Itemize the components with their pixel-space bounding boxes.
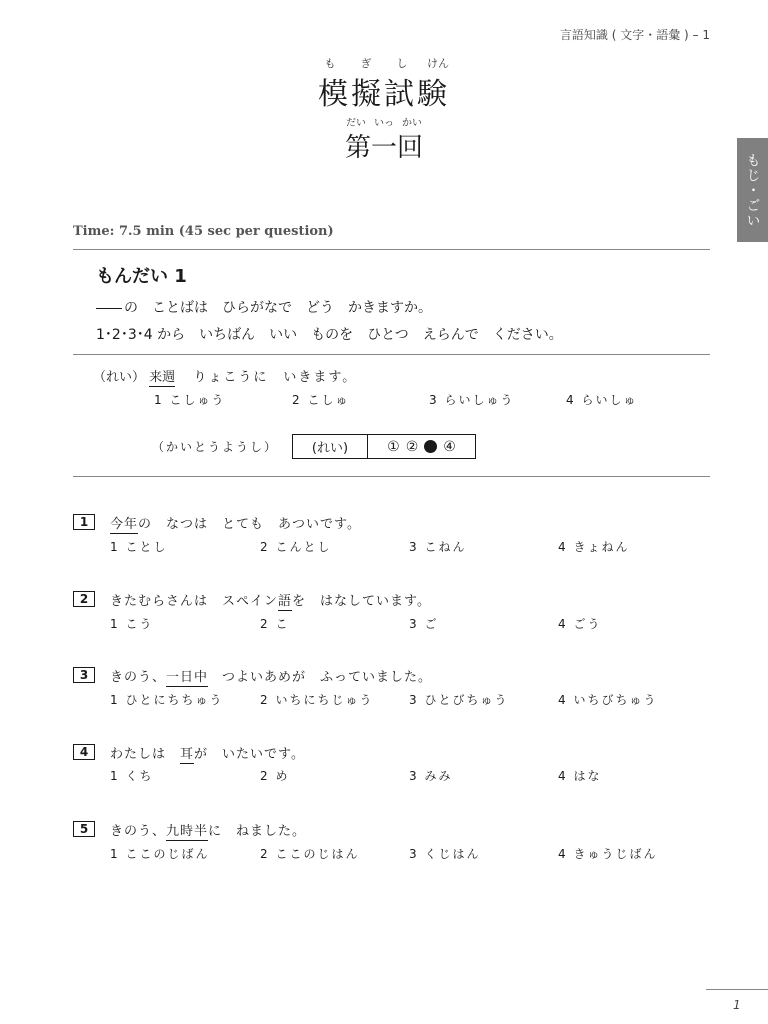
footer-divider [706, 989, 768, 990]
answer-mark-filled [424, 440, 437, 453]
example-answer-box [292, 434, 476, 459]
question-underlined-word: 今年 [110, 517, 139, 532]
question-number: 3 [73, 667, 95, 683]
answer-sheet-label: （かいとうようし） [152, 440, 279, 454]
blank-underline [96, 308, 122, 309]
question-option: 4 きゅうじばん [558, 847, 658, 861]
question-option: 2 こ [260, 617, 290, 631]
question-text-after: の なつは とても あついです。 [138, 517, 361, 532]
question-text-before: きのう、 [110, 824, 167, 839]
question-option: 3 くじはん [409, 847, 481, 861]
section-header-label: 言語知識 ( 文字・語彙 ) – 1 [559, 28, 710, 42]
instruction-text: の ことばは ひらがなで どう かきますか。 [124, 300, 432, 316]
example-option-3: 3 らいしゅう [429, 393, 515, 407]
answer-mark-2: ② [405, 438, 419, 455]
furigana: ぎ [360, 57, 372, 70]
question-option: 2 いちにちじゅう [260, 693, 374, 707]
question-underlined-word: 語 [278, 594, 293, 609]
question-option: 1 ことし [110, 540, 168, 554]
example-option-4: 4 らいしゅ [566, 393, 638, 407]
question-option: 2 ここのじはん [260, 847, 360, 861]
furigana: けん [427, 57, 449, 70]
instruction-line-1 [96, 297, 432, 317]
side-tab-moji-goi: もじ・ごい [737, 138, 768, 242]
page-subtitle: 第一回 [344, 133, 423, 163]
question-option: 3 みみ [409, 769, 453, 783]
question-text [110, 666, 432, 685]
question-text [110, 590, 431, 609]
furigana: いっ [374, 118, 394, 129]
example-underlined-word: 来週 [149, 370, 176, 385]
answer-marks [368, 435, 475, 458]
example-option-1: 1 こしゅう [154, 393, 226, 407]
question-number: 4 [73, 744, 95, 760]
question-text-before: わたしは [110, 747, 181, 762]
divider [73, 249, 710, 250]
question-option: 4 はな [558, 769, 602, 783]
question-option: 1 ここのじばん [110, 847, 210, 861]
question-text [110, 743, 305, 762]
furigana: も [324, 57, 336, 70]
question-option: 1 こう [110, 617, 154, 631]
example-question-text: りょこうに いきます。 [193, 370, 358, 385]
title-block [0, 52, 768, 113]
question-number: 1 [73, 514, 95, 530]
question-option: 4 ごう [558, 617, 602, 631]
answer-mark-4: ④ [443, 438, 456, 455]
furigana: だい [346, 118, 366, 129]
page-title: 模擬試験 [318, 77, 450, 112]
question-text-before: きのう、 [110, 670, 167, 685]
divider [73, 476, 710, 477]
question-option: 3 ひとびちゅう [409, 693, 509, 707]
question-option: 4 いちびちゅう [558, 693, 658, 707]
question-text [110, 513, 361, 532]
question-text-after: に ねました。 [208, 824, 307, 839]
example-option-2: 2 こしゅ [292, 393, 350, 407]
example-question [93, 366, 357, 385]
question-text-after: を はなしています。 [292, 594, 431, 609]
question-option: 1 くち [110, 769, 154, 783]
example-label: （れい） [93, 370, 146, 385]
answer-mark-1: ① [387, 438, 400, 455]
time-note: Time: 7.5 min (45 sec per question) [73, 224, 334, 239]
furigana: し [396, 57, 408, 70]
question-underlined-word: 九時半 [166, 824, 209, 839]
question-option: 4 きょねん [558, 540, 630, 554]
question-option: 2 め [260, 769, 290, 783]
question-text-before: きたむらさんは スペイン [110, 594, 279, 609]
question-number: 5 [73, 821, 95, 837]
instruction-line-2: 1･2･3･4 から いちばん いい ものを ひとつ えらんで ください。 [96, 327, 563, 343]
answer-box-label: (れい) [293, 435, 368, 458]
question-option: 1 ひとにちちゅう [110, 693, 224, 707]
question-number: 2 [73, 591, 95, 607]
divider [73, 354, 710, 355]
question-underlined-word: 耳 [180, 747, 195, 762]
question-text [110, 820, 306, 839]
question-option: 2 こんとし [260, 540, 332, 554]
question-underlined-word: 一日中 [166, 670, 209, 685]
furigana: かい [402, 118, 422, 129]
subtitle-block [0, 114, 768, 164]
question-option: 3 こねん [409, 540, 467, 554]
mondai-heading: もんだい 1 [96, 266, 187, 287]
question-option: 3 ご [409, 617, 439, 631]
question-text-after: つよいあめが ふっていました。 [208, 670, 433, 685]
page-number: 1 [733, 998, 741, 1012]
question-text-after: が いたいです。 [194, 747, 305, 762]
